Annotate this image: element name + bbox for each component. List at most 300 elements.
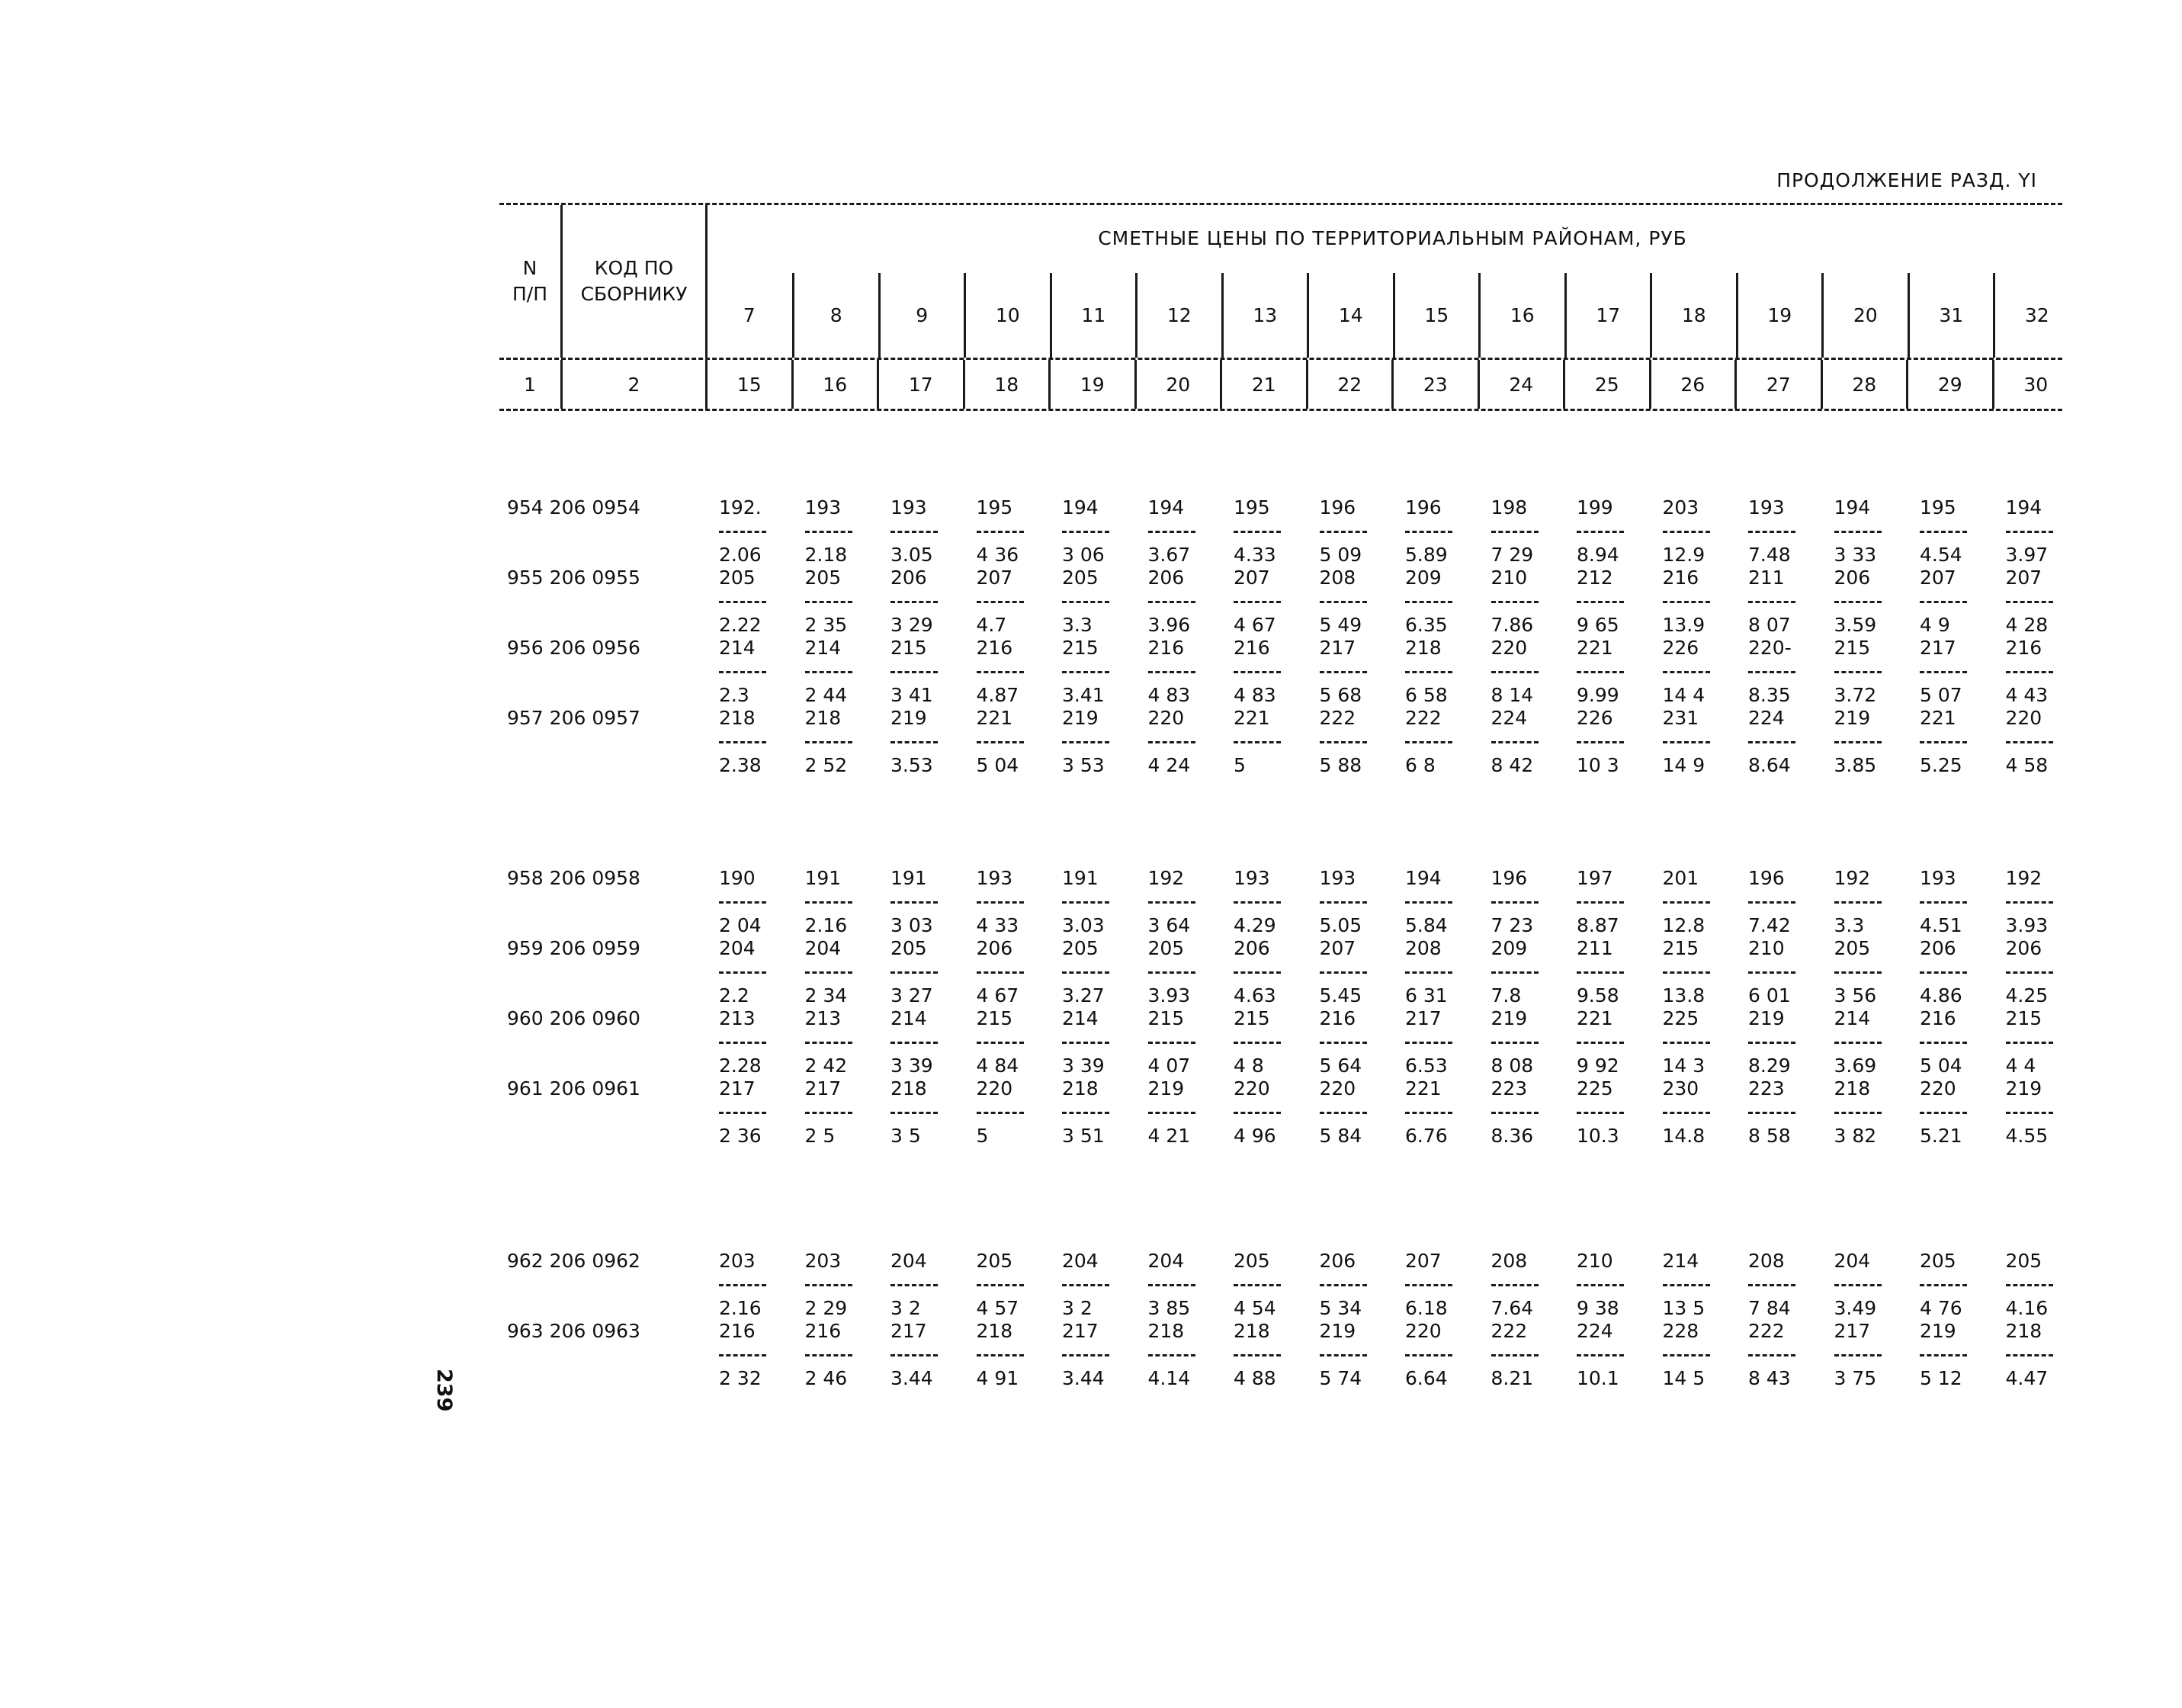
fraction-bar bbox=[1405, 1042, 1452, 1044]
fraction-bar bbox=[1234, 1042, 1281, 1044]
fraction-bar bbox=[1663, 971, 1710, 974]
price-cell: 218 bbox=[1834, 1077, 1871, 1100]
fraction-bar bbox=[1062, 601, 1109, 603]
price-cell: 201 bbox=[1662, 867, 1699, 889]
fraction-bar bbox=[977, 1042, 1024, 1044]
price-cell: 216 bbox=[1662, 567, 1699, 589]
fraction-bar bbox=[1663, 671, 1710, 673]
price-cell: 209 bbox=[1490, 937, 1528, 959]
price-cell: 9 92 bbox=[1577, 1055, 1619, 1077]
price-cell: 217 bbox=[804, 1077, 842, 1100]
column-number-cell: 19 bbox=[1048, 360, 1134, 409]
price-cell: 208 bbox=[1490, 1250, 1528, 1272]
price-cell: 194 bbox=[1834, 496, 1871, 518]
price-cell: 6.76 bbox=[1405, 1125, 1448, 1147]
fraction-bar bbox=[1748, 531, 1795, 533]
price-cell: 3.3 bbox=[1834, 914, 1865, 936]
price-cell: 13 5 bbox=[1662, 1297, 1705, 1319]
item-code-label: 960 206 0960 bbox=[507, 1007, 640, 1029]
price-cell: 193 bbox=[1319, 867, 1356, 889]
header-title: СМЕТНЫЕ ЦЕНЫ ПО ТЕРРИТОРИАЛЬНЫМ РАЙОНАМ, РУБ bbox=[1098, 226, 1687, 249]
fraction-bar bbox=[1920, 741, 1967, 743]
fraction-bar bbox=[1577, 1042, 1624, 1044]
price-cell: 5 88 bbox=[1319, 754, 1362, 776]
fraction-bar bbox=[1748, 971, 1795, 974]
fraction-bar bbox=[805, 1042, 852, 1044]
fraction-bar bbox=[890, 741, 938, 743]
price-cell: 14 5 bbox=[1662, 1367, 1705, 1389]
price-cell: 226 bbox=[1662, 637, 1699, 659]
price-cell: 2 29 bbox=[804, 1297, 848, 1319]
fraction-bar bbox=[805, 901, 852, 904]
fraction-bar bbox=[1577, 1354, 1624, 1356]
fraction-bar bbox=[2006, 1112, 2053, 1114]
fraction-separator-row bbox=[499, 960, 2062, 984]
price-cell: 222 bbox=[1490, 1320, 1528, 1342]
price-cell: 3 51 bbox=[1062, 1125, 1105, 1147]
item-code-label bbox=[499, 1055, 705, 1077]
region-header-cell: 17 bbox=[1564, 273, 1651, 358]
price-cell: 5 04 bbox=[976, 754, 1019, 776]
price-cell: 4 67 bbox=[976, 984, 1019, 1006]
fraction-bar bbox=[890, 901, 938, 904]
price-cell: 219 bbox=[1834, 707, 1871, 729]
price-cell: 225 bbox=[1662, 1007, 1699, 1029]
fraction-bar bbox=[1320, 671, 1367, 673]
fraction-bar bbox=[1834, 1284, 1882, 1286]
item-code-label: 957 206 0957 bbox=[507, 707, 640, 729]
price-cell: 215 bbox=[1062, 637, 1099, 659]
price-cell: 209 bbox=[1405, 567, 1442, 589]
price-cell: 206 bbox=[890, 567, 927, 589]
price-cell: 4.86 bbox=[1920, 984, 1962, 1006]
table-row bbox=[499, 914, 2062, 937]
price-cell: 221 bbox=[1234, 707, 1270, 729]
price-cell: 219 bbox=[2005, 1077, 2042, 1100]
header-regions bbox=[707, 273, 2079, 358]
price-cell: 6 31 bbox=[1405, 984, 1448, 1006]
item-code-label: 958 206 0958 bbox=[507, 867, 640, 889]
price-cell: 3.44 bbox=[890, 1367, 933, 1389]
fraction-bar bbox=[1320, 1042, 1367, 1044]
price-cell: 4 96 bbox=[1234, 1125, 1276, 1147]
fraction-bar bbox=[1062, 531, 1109, 533]
price-cell: 210 bbox=[1490, 567, 1528, 589]
price-cell: 214 bbox=[1062, 1007, 1099, 1029]
price-cell: 191 bbox=[1062, 867, 1099, 889]
price-cell: 216 bbox=[2005, 637, 2042, 659]
price-cell: 3 75 bbox=[1834, 1367, 1877, 1389]
price-cell: 14 4 bbox=[1662, 684, 1705, 706]
price-cell: 8 08 bbox=[1490, 1055, 1534, 1077]
fraction-bar bbox=[2006, 971, 2053, 974]
price-cell: 3 2 bbox=[1062, 1297, 1093, 1319]
price-cell: 192 bbox=[1834, 867, 1871, 889]
fraction-bar bbox=[890, 1112, 938, 1114]
price-cell: 204 bbox=[890, 1250, 927, 1272]
price-cell: 195 bbox=[1920, 496, 1956, 518]
price-cell: 4 24 bbox=[1147, 754, 1191, 776]
fraction-bar bbox=[1834, 671, 1882, 673]
fraction-separator-row bbox=[499, 1343, 2062, 1367]
price-cell: 14 9 bbox=[1662, 754, 1705, 776]
price-cell: 194 bbox=[1062, 496, 1099, 518]
price-cell: 217 bbox=[1405, 1007, 1442, 1029]
item-code-label: 963 206 0963 bbox=[507, 1320, 640, 1342]
column-number-cell: 27 bbox=[1734, 360, 1821, 409]
price-cell: 196 bbox=[1405, 496, 1442, 518]
price-cell: 214 bbox=[1662, 1250, 1699, 1272]
table-row bbox=[499, 867, 2062, 890]
price-cell: 218 bbox=[1147, 1320, 1185, 1342]
price-group bbox=[499, 1250, 2062, 1390]
price-cell: 193 bbox=[1920, 867, 1956, 889]
price-cell: 207 bbox=[1234, 567, 1270, 589]
page-number: 239 bbox=[432, 1369, 456, 1412]
fraction-bar bbox=[1577, 671, 1624, 673]
fraction-bar bbox=[1748, 1284, 1795, 1286]
item-code-label bbox=[499, 984, 705, 1007]
price-cell: 5.21 bbox=[1920, 1125, 1962, 1147]
fraction-separator-row bbox=[499, 1030, 2062, 1055]
price-cell: 6.18 bbox=[1405, 1297, 1448, 1319]
price-cell: 217 bbox=[1834, 1320, 1871, 1342]
table-header bbox=[499, 205, 2062, 358]
fraction-bar bbox=[805, 1354, 852, 1356]
price-cell: 193 bbox=[890, 496, 927, 518]
price-cell: 5.84 bbox=[1405, 914, 1448, 936]
price-cell: 207 bbox=[2005, 567, 2042, 589]
table-row bbox=[499, 496, 2062, 519]
price-cell: 222 bbox=[1748, 1320, 1785, 1342]
price-cell: 224 bbox=[1748, 707, 1785, 729]
price-cell: 3.85 bbox=[1834, 754, 1877, 776]
fraction-bar bbox=[977, 531, 1024, 533]
price-cell: 207 bbox=[1319, 937, 1356, 959]
price-cell: 3.97 bbox=[2005, 544, 2049, 566]
price-cell: 206 bbox=[976, 937, 1013, 959]
price-cell: 198 bbox=[1490, 496, 1528, 518]
region-header-cell: 7 bbox=[743, 304, 756, 326]
price-cell: 206 bbox=[1234, 937, 1270, 959]
fraction-bar bbox=[1491, 971, 1539, 974]
price-cell: 196 bbox=[1748, 867, 1785, 889]
fraction-bar bbox=[1748, 1354, 1795, 1356]
table-row bbox=[499, 567, 2062, 589]
price-cell: 3 56 bbox=[1834, 984, 1877, 1006]
region-header-cell: 9 bbox=[878, 273, 964, 358]
fraction-bar bbox=[719, 601, 766, 603]
region-header-cell: 8 bbox=[792, 273, 878, 358]
fraction-bar bbox=[1834, 531, 1882, 533]
price-cell: 5.45 bbox=[1319, 984, 1362, 1006]
price-cell: 193 bbox=[976, 867, 1013, 889]
price-cell: 7 84 bbox=[1748, 1297, 1791, 1319]
region-header-cell: 12 bbox=[1135, 273, 1221, 358]
price-cell: 216 bbox=[1147, 637, 1185, 659]
region-header-cell: 31 bbox=[1908, 273, 1994, 358]
price-cell: 216 bbox=[976, 637, 1013, 659]
fraction-bar bbox=[805, 971, 852, 974]
fraction-bar bbox=[1320, 971, 1367, 974]
fraction-bar bbox=[977, 601, 1024, 603]
price-cell: 219 bbox=[1062, 707, 1099, 729]
price-cell: 221 bbox=[1920, 707, 1956, 729]
table-row bbox=[499, 1055, 2062, 1077]
price-cell: 3.53 bbox=[890, 754, 933, 776]
price-cell: 3 29 bbox=[890, 614, 933, 636]
price-cell: 218 bbox=[1234, 1320, 1270, 1342]
column-number-cell: 17 bbox=[877, 360, 963, 409]
header-col-code: КОД ПО СБОРНИКУ bbox=[560, 205, 705, 358]
price-cell: 2 32 bbox=[719, 1367, 762, 1389]
price-cell: 195 bbox=[1234, 496, 1270, 518]
price-cell: 218 bbox=[2005, 1320, 2042, 1342]
table-row bbox=[499, 984, 2062, 1007]
region-header-cell: 15 bbox=[1393, 273, 1479, 358]
table-row bbox=[499, 707, 2062, 730]
price-cell: 4 4 bbox=[2005, 1055, 2036, 1077]
price-cell: 5.05 bbox=[1319, 914, 1362, 936]
fraction-bar bbox=[1663, 1284, 1710, 1286]
fraction-bar bbox=[1920, 1042, 1967, 1044]
column-number-cell: 1 bbox=[524, 373, 536, 396]
region-header-cell: 20 bbox=[1821, 273, 1908, 358]
fraction-bar bbox=[1062, 1354, 1109, 1356]
fraction-separator-row bbox=[499, 660, 2062, 684]
price-cell: 206 bbox=[1920, 937, 1956, 959]
price-cell: 12.9 bbox=[1662, 544, 1705, 566]
fraction-bar bbox=[1405, 1112, 1452, 1114]
price-cell: 204 bbox=[804, 937, 842, 959]
price-cell: 217 bbox=[890, 1320, 927, 1342]
price-cell: 220 bbox=[1490, 637, 1528, 659]
fraction-bar bbox=[1234, 741, 1281, 743]
item-code-label: 959 206 0959 bbox=[507, 937, 640, 959]
fraction-bar bbox=[805, 531, 852, 533]
price-cell: 4 9 bbox=[1920, 614, 1950, 636]
price-cell: 2 46 bbox=[804, 1367, 848, 1389]
price-cell: 3.41 bbox=[1062, 684, 1105, 706]
price-cell: 223 bbox=[1748, 1077, 1785, 1100]
price-cell: 193 bbox=[804, 496, 842, 518]
fraction-bar bbox=[719, 671, 766, 673]
region-header-cell: 10 bbox=[964, 273, 1050, 358]
price-cell: 5.25 bbox=[1920, 754, 1962, 776]
fraction-bar bbox=[1148, 1042, 1195, 1044]
fraction-bar bbox=[1234, 1112, 1281, 1114]
table-row bbox=[499, 1367, 2062, 1390]
fraction-bar bbox=[2006, 1354, 2053, 1356]
fraction-bar bbox=[1577, 901, 1624, 904]
fraction-bar bbox=[1062, 671, 1109, 673]
price-cell: 191 bbox=[804, 867, 842, 889]
column-number-cell: 16 bbox=[791, 360, 878, 409]
price-cell: 8.21 bbox=[1490, 1367, 1534, 1389]
fraction-separator-row bbox=[499, 589, 2062, 614]
price-cell: 213 bbox=[719, 1007, 756, 1029]
price-cell: 207 bbox=[976, 567, 1013, 589]
price-cell: 212 bbox=[1577, 567, 1613, 589]
price-cell: 207 bbox=[1405, 1250, 1442, 1272]
price-cell: 3.67 bbox=[1147, 544, 1191, 566]
price-cell: 4 21 bbox=[1147, 1125, 1191, 1147]
fraction-bar bbox=[1491, 901, 1539, 904]
price-cell: 7.48 bbox=[1748, 544, 1791, 566]
price-cell: 4 43 bbox=[2005, 684, 2049, 706]
fraction-bar bbox=[890, 1042, 938, 1044]
fraction-bar bbox=[719, 741, 766, 743]
price-cell: 205 bbox=[1062, 937, 1099, 959]
fraction-bar bbox=[1577, 601, 1624, 603]
price-cell: 9 65 bbox=[1577, 614, 1619, 636]
column-number-cell: 22 bbox=[1306, 360, 1392, 409]
item-code-label bbox=[499, 684, 705, 707]
price-cell: 215 bbox=[1662, 937, 1699, 959]
fraction-bar bbox=[977, 1354, 1024, 1356]
item-code-label bbox=[499, 1367, 705, 1390]
price-cell: 223 bbox=[1490, 1077, 1528, 1100]
price-cell: 210 bbox=[1577, 1250, 1613, 1272]
price-cell: 219 bbox=[1490, 1007, 1528, 1029]
fraction-bar bbox=[719, 971, 766, 974]
price-cell: 4.33 bbox=[1234, 544, 1276, 566]
price-cell: 4.25 bbox=[2005, 984, 2049, 1006]
fraction-bar bbox=[1148, 741, 1195, 743]
fraction-bar bbox=[719, 1042, 766, 1044]
price-cell: 196 bbox=[1490, 867, 1528, 889]
price-cell: 220 bbox=[1405, 1320, 1442, 1342]
fraction-bar bbox=[1920, 1354, 1967, 1356]
price-cell: 5 bbox=[976, 1125, 989, 1147]
fraction-bar bbox=[1320, 1112, 1367, 1114]
price-cell: 2.16 bbox=[719, 1297, 762, 1319]
price-cell: 7 29 bbox=[1490, 544, 1534, 566]
price-cell: 205 bbox=[890, 937, 927, 959]
price-cell: 222 bbox=[1405, 707, 1442, 729]
price-cell: 2 35 bbox=[804, 614, 848, 636]
fraction-bar bbox=[1920, 671, 1967, 673]
price-cell: 2 5 bbox=[804, 1125, 836, 1147]
price-cell: 14.8 bbox=[1662, 1125, 1705, 1147]
item-code-label: 956 206 0956 bbox=[507, 637, 640, 659]
price-cell: 214 bbox=[890, 1007, 927, 1029]
price-cell: 3 2 bbox=[890, 1297, 921, 1319]
column-number-cell: 15 bbox=[705, 360, 791, 409]
fraction-bar bbox=[1062, 741, 1109, 743]
price-cell: 7.86 bbox=[1490, 614, 1534, 636]
fraction-bar bbox=[1920, 1112, 1967, 1114]
price-cell: 5 68 bbox=[1319, 684, 1362, 706]
price-cell: 14 3 bbox=[1662, 1055, 1705, 1077]
fraction-bar bbox=[1320, 531, 1367, 533]
fraction-bar bbox=[1320, 1354, 1367, 1356]
price-cell: 205 bbox=[1062, 567, 1099, 589]
price-cell: 8 07 bbox=[1748, 614, 1791, 636]
fraction-bar bbox=[1234, 1354, 1281, 1356]
item-code-label bbox=[499, 614, 705, 637]
fraction-bar bbox=[1405, 1354, 1452, 1356]
price-cell: 225 bbox=[1577, 1077, 1613, 1100]
price-cell: 6 58 bbox=[1405, 684, 1448, 706]
fraction-bar bbox=[1834, 1354, 1882, 1356]
price-cell: 199 bbox=[1577, 496, 1613, 518]
region-header-cell: 13 bbox=[1221, 273, 1308, 358]
price-cell: 203 bbox=[719, 1250, 756, 1272]
price-cell: 218 bbox=[719, 707, 756, 729]
fraction-bar bbox=[1834, 601, 1882, 603]
fraction-bar bbox=[1577, 531, 1624, 533]
fraction-bar bbox=[890, 1284, 938, 1286]
fraction-bar bbox=[1663, 901, 1710, 904]
fraction-bar bbox=[1491, 1042, 1539, 1044]
price-cell: 214 bbox=[719, 637, 756, 659]
price-cell: 192. bbox=[719, 496, 762, 518]
fraction-bar bbox=[1148, 671, 1195, 673]
price-cell: 4.14 bbox=[1147, 1367, 1191, 1389]
fraction-bar bbox=[1148, 601, 1195, 603]
price-cell: 190 bbox=[719, 867, 756, 889]
table-row bbox=[499, 544, 2062, 567]
price-cell: 3.05 bbox=[890, 544, 933, 566]
fraction-bar bbox=[2006, 901, 2053, 904]
region-header-cell: 32 bbox=[1993, 273, 2079, 358]
price-cell: 9.99 bbox=[1577, 684, 1619, 706]
fraction-bar bbox=[1920, 1284, 1967, 1286]
price-cell: 5 49 bbox=[1319, 614, 1362, 636]
price-cell: 13.9 bbox=[1662, 614, 1705, 636]
price-cell: 206 bbox=[2005, 937, 2042, 959]
price-cell: 5 74 bbox=[1319, 1367, 1362, 1389]
fraction-bar bbox=[805, 601, 852, 603]
price-cell: 205 bbox=[976, 1250, 1013, 1272]
price-cell: 5.89 bbox=[1405, 544, 1448, 566]
price-cell: 205 bbox=[1234, 1250, 1270, 1272]
price-cell: 3.96 bbox=[1147, 614, 1191, 636]
price-cell: 231 bbox=[1662, 707, 1699, 729]
price-cell: 3 03 bbox=[890, 914, 933, 936]
price-cell: 192 bbox=[2005, 867, 2042, 889]
price-cell: 195 bbox=[976, 496, 1013, 518]
fraction-bar bbox=[805, 741, 852, 743]
column-number-cell: 21 bbox=[1220, 360, 1306, 409]
price-cell: 216 bbox=[804, 1320, 842, 1342]
fraction-bar bbox=[890, 601, 938, 603]
price-cell: 203 bbox=[1662, 496, 1699, 518]
price-cell: 3 85 bbox=[1147, 1297, 1191, 1319]
price-cell: 2 36 bbox=[719, 1125, 762, 1147]
fraction-bar bbox=[1148, 971, 1195, 974]
price-cell: 4 33 bbox=[976, 914, 1019, 936]
price-cell: 3.3 bbox=[1062, 614, 1093, 636]
price-cell: 5 64 bbox=[1319, 1055, 1362, 1077]
price-cell: 204 bbox=[1147, 1250, 1185, 1272]
fraction-bar bbox=[1834, 1112, 1882, 1114]
fraction-bar bbox=[977, 1284, 1024, 1286]
price-cell: 221 bbox=[1577, 1007, 1613, 1029]
fraction-bar bbox=[1663, 601, 1710, 603]
price-cell: 3.93 bbox=[2005, 914, 2049, 936]
price-cell: 194 bbox=[1405, 867, 1442, 889]
fraction-bar bbox=[2006, 1284, 2053, 1286]
price-cell: 216 bbox=[719, 1320, 756, 1342]
price-cell: 4.7 bbox=[976, 614, 1007, 636]
price-cell: 204 bbox=[1834, 1250, 1871, 1272]
fraction-bar bbox=[1234, 671, 1281, 673]
price-cell: 205 bbox=[804, 567, 842, 589]
price-cell: 3.03 bbox=[1062, 914, 1105, 936]
fraction-bar bbox=[890, 971, 938, 974]
